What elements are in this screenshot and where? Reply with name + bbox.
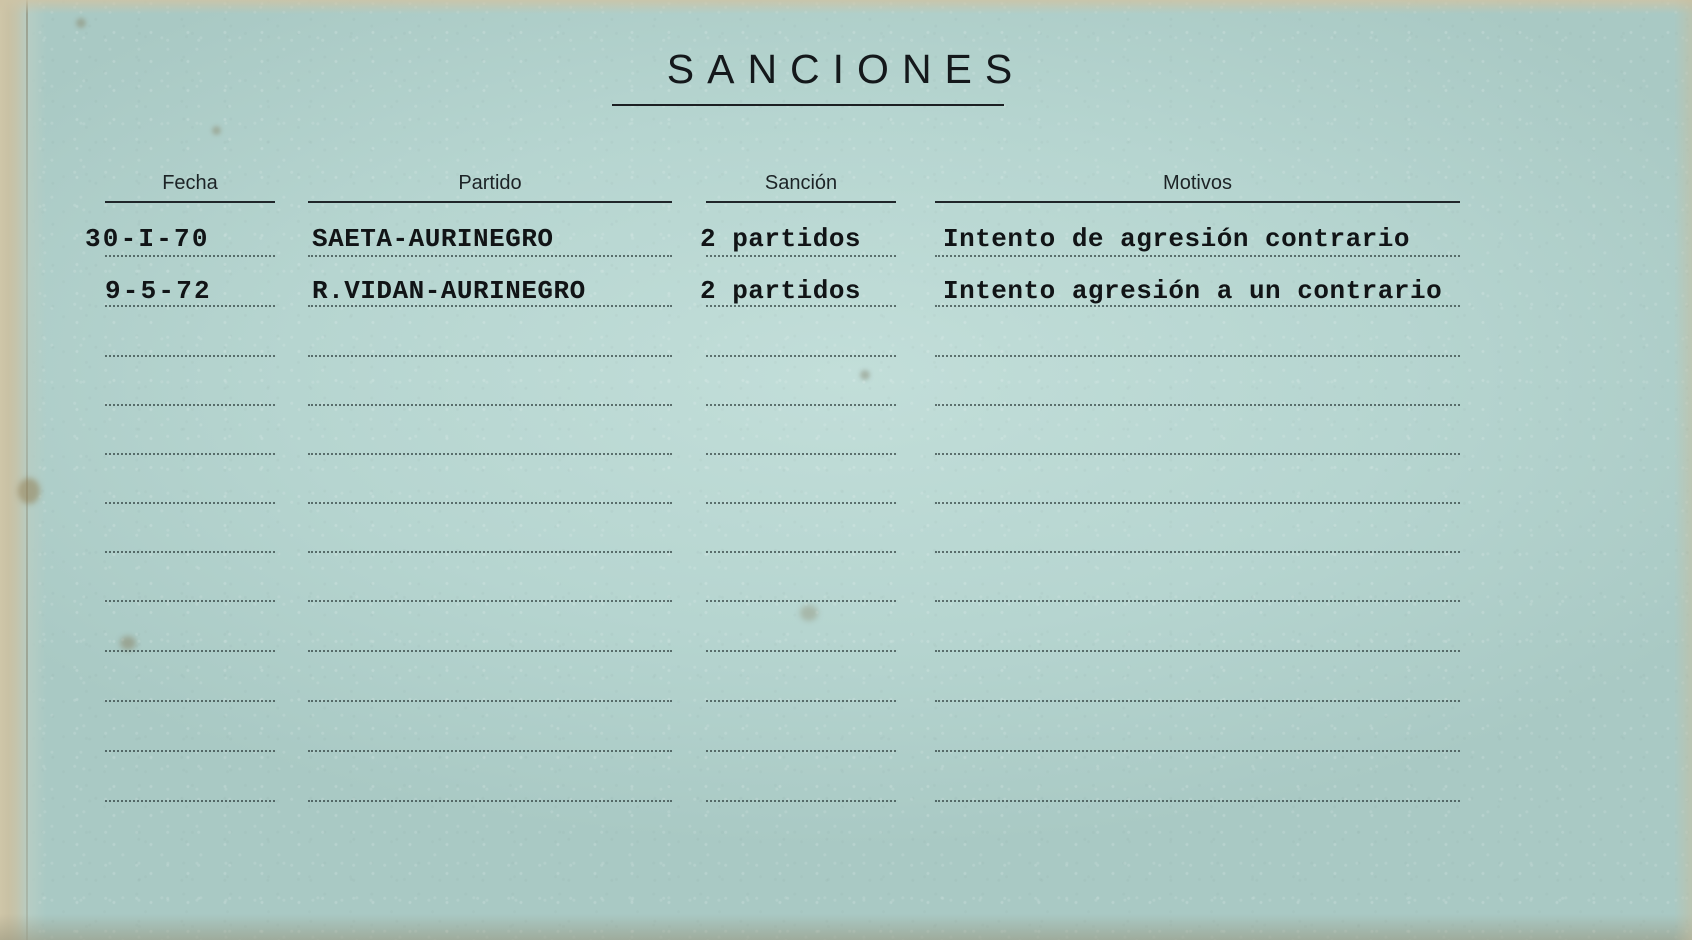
cell-fecha: 9-5-72 <box>105 276 212 306</box>
cell-partido: SAETA-AURINEGRO <box>312 224 554 254</box>
column-header-partido: Partido <box>458 172 522 194</box>
rule-line <box>706 700 896 702</box>
rule-line <box>105 600 275 602</box>
rule-line <box>706 650 896 652</box>
column-header-sancion: Sanción <box>764 172 838 194</box>
rule-line <box>935 650 1460 652</box>
rule-line <box>105 502 275 504</box>
rule-line <box>308 800 672 802</box>
rule-line <box>105 404 275 406</box>
cell-fecha: 30-I-70 <box>85 224 210 254</box>
rule-line <box>706 600 896 602</box>
rule-line <box>935 404 1460 406</box>
rule-line <box>935 502 1460 504</box>
rule-line <box>308 700 672 702</box>
rule-line <box>706 551 896 553</box>
rule-line <box>706 255 896 257</box>
page-title: SANCIONES <box>666 46 1026 92</box>
column-header-motivos: Motivos <box>1163 172 1232 194</box>
rule-line <box>308 650 672 652</box>
rule-line <box>308 453 672 455</box>
rule-line <box>308 355 672 357</box>
rule-line <box>935 700 1460 702</box>
rule-line <box>105 255 275 257</box>
rule-line <box>308 502 672 504</box>
rule-line <box>935 551 1460 553</box>
rule-line <box>706 800 896 802</box>
rule-line <box>706 453 896 455</box>
rule-line <box>935 453 1460 455</box>
rule-line <box>105 650 275 652</box>
rule-line <box>105 800 275 802</box>
rule-line <box>706 404 896 406</box>
column-rule-fecha <box>105 201 275 203</box>
rule-line <box>105 355 275 357</box>
column-header-fecha: Fecha <box>162 172 218 194</box>
rule-line <box>935 750 1460 752</box>
cell-partido: R.VIDAN-AURINEGRO <box>312 276 586 306</box>
rule-line <box>308 404 672 406</box>
rule-line <box>308 255 672 257</box>
rule-line <box>105 551 275 553</box>
rule-line <box>105 453 275 455</box>
cell-sancion: 2 partidos <box>700 276 862 306</box>
rule-line <box>308 600 672 602</box>
cell-motivos: Intento agresión a un contrario <box>943 276 1443 306</box>
rule-line <box>935 255 1460 257</box>
rule-line <box>935 355 1460 357</box>
column-rule-partido <box>308 201 672 203</box>
cell-sancion: 2 partidos <box>700 224 862 254</box>
rule-line <box>706 750 896 752</box>
rule-line <box>308 750 672 752</box>
rule-line <box>105 700 275 702</box>
column-rule-motivos <box>935 201 1460 203</box>
rule-line <box>935 800 1460 802</box>
rule-line <box>105 750 275 752</box>
cell-motivos: Intento de agresión contrario <box>943 224 1410 254</box>
rule-line <box>308 551 672 553</box>
column-rule-sancion <box>706 201 896 203</box>
rule-line <box>706 502 896 504</box>
rule-line <box>935 600 1460 602</box>
rule-line <box>706 355 896 357</box>
